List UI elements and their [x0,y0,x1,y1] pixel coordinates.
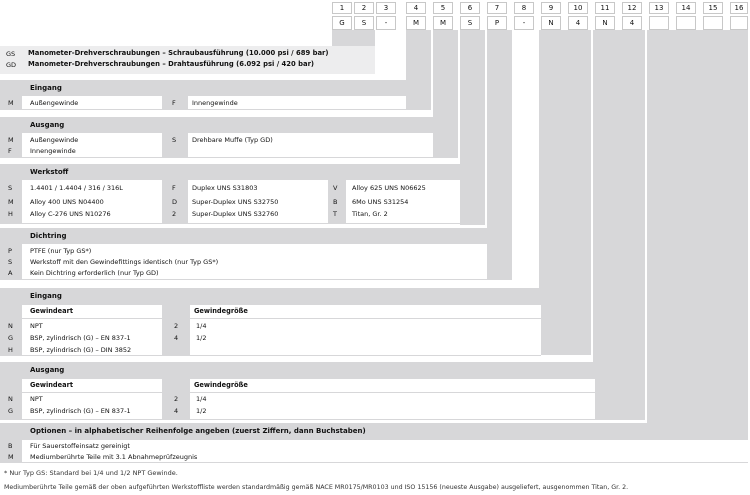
position-number-5: 5 [433,2,453,14]
section-bar-eingang-thread [0,288,566,304]
size-1-4: 1/4 [196,322,207,330]
section-title-eingang-thread: Eingang [30,292,62,300]
position-code-14 [676,16,696,30]
section-title-werkstoff: Werkstoff [30,168,69,176]
code-n: N [8,322,13,330]
option-3-1-certificate: Mediumberührte Teile mit 3.1 Abnahmeprüfzeugnis [30,453,198,461]
header-label-gs: Manometer-Drehverschraubungen – Schraubausführung (10.000 psi / 689 bar) [28,49,329,57]
label-aussengewinde: Außengewinde [30,99,79,107]
code-a: A [8,269,13,277]
code-f: F [8,147,12,155]
code-t: T [333,210,337,218]
thread-bsp-din: BSP, zylindrisch (G) – DIN 3852 [30,346,132,354]
code-s: S [8,184,13,192]
code-h: H [8,346,13,354]
seal-same-material: Werkstoff mit den Gewindefittings identisch (nur Typ GS*) [30,258,219,266]
position-code-3: - [376,16,396,30]
code-2: 2 [172,210,177,218]
position-number-13: 13 [649,2,669,14]
position-number-2: 2 [354,2,374,14]
position-code-16 [730,16,748,30]
position-number-1: 1 [332,2,352,14]
code-m: M [8,99,14,107]
section-title-dichtring: Dichtring [30,232,67,240]
position-code-15 [703,16,723,30]
thread-bsp-en: BSP, zylindrisch (G) – EN 837-1 [30,334,131,342]
code-f: F [172,99,176,107]
header-label-gd: Manometer-Drehverschraubungen – Drahtausführung (6.092 psi / 420 bar) [28,60,315,68]
subheader-gewindegroesse: Gewindegröße [194,381,248,389]
position-number-9: 9 [541,2,561,14]
material-1-4401: 1.4401 / 1.4404 / 316 / 316L [30,184,123,192]
code-h: H [8,210,13,218]
section-title-ausgang: Ausgang [30,121,65,129]
position-code-11: N [595,16,615,30]
seal-none: Kein Dichtring erforderlich (nur Typ GD) [30,269,159,277]
code-m: M [8,453,14,461]
position-number-3: 3 [376,2,396,14]
section-bar-ausgang [0,117,458,132]
option-oxygen-cleaned: Für Sauerstoffeinsatz gereinigt [30,442,130,450]
code-gd: GD [6,61,17,69]
section-bar-werkstoff [0,164,485,179]
section-title-ausgang-thread: Ausgang [30,366,65,374]
position-number-14: 14 [676,2,696,14]
size-1-2: 1/2 [196,334,207,342]
code-n: N [8,395,13,403]
footnote-nace: Mediumberührte Teile gemäß der oben aufgeführten Werkstoffliste werden standardmäßig gemäß NACE MR0175/MR0103 und ISO 15156 (neueste Ausgabe) ausgeliefert, ausgenommen Titan, Gr. 2. [4,484,629,491]
material-duplex: Duplex UNS S31803 [192,184,258,192]
footnote-typ-gs: * Nur Typ GS: Standard bei 1/4 und 1/2 NPT Gewinde. [4,469,178,477]
subheader-gewindegroesse: Gewindegröße [194,307,248,315]
code-s: S [172,136,177,144]
position-code-13 [649,16,669,30]
position-number-8: 8 [514,2,534,14]
code-b: B [8,442,13,450]
code-g: G [8,407,14,415]
section-bar-ausgang-thread [0,362,620,378]
material-titan: Titan, Gr. 2 [352,210,388,218]
code-f: F [172,184,176,192]
seal-ptfe: PTFE (nur Typ GS*) [30,247,92,255]
position-number-6: 6 [460,2,480,14]
thread-npt: NPT [30,395,43,403]
position-code-5: M [433,16,453,30]
guide-pos-13-16 [647,30,748,460]
position-code-8: - [514,16,534,30]
material-super-duplex-32750: Super-Duplex UNS S32750 [192,198,279,206]
position-code-2: S [354,16,374,30]
subheader-gewindeart: Gewindeart [30,307,73,315]
section-title-eingang: Eingang [30,84,62,92]
label-innengewinde: Innengewinde [30,147,76,155]
position-number-4: 4 [406,2,426,14]
label-innengewinde: Innengewinde [192,99,238,107]
material-6mo: 6Mo UNS S31254 [352,198,409,206]
position-code-12: 4 [622,16,642,30]
size-1-2: 1/2 [196,407,207,415]
position-number-16: 16 [730,2,748,14]
code-g: G [8,334,14,342]
position-code-10: 4 [568,16,588,30]
section-bar-dichtring [0,228,512,243]
position-code-6: S [460,16,480,30]
code-m: M [8,198,14,206]
position-number-15: 15 [703,2,723,14]
code-p: P [8,247,12,255]
position-number-7: 7 [487,2,507,14]
thread-bsp-en: BSP, zylindrisch (G) – EN 837-1 [30,407,131,415]
position-number-11: 11 [595,2,615,14]
position-code-4: M [406,16,426,30]
guide-pos-9-10 [539,30,591,355]
section-title-optionen: Optionen – in alphabetischer Reihenfolge angeben (zuerst Ziffern, dann Buchstaben) [30,427,366,435]
code-m: M [8,136,14,144]
guide-pos-5 [433,30,458,158]
code-2: 2 [174,395,179,403]
section-bar-eingang [0,80,431,95]
material-alloy-625: Alloy 625 UNS N06625 [352,184,426,192]
code-4: 4 [174,334,179,342]
position-code-9: N [541,16,561,30]
material-alloy-400: Alloy 400 UNS N04400 [30,198,104,206]
guide-pos-4 [406,30,431,110]
label-drehbare-muffe: Drehbare Muffe (Typ GD) [192,136,273,144]
thread-npt: NPT [30,322,43,330]
position-code-7: P [487,16,507,30]
material-alloy-c276: Alloy C-276 UNS N10276 [30,210,111,218]
code-b: B [333,198,338,206]
position-code-1: G [332,16,352,30]
position-number-12: 12 [622,2,642,14]
code-2: 2 [174,322,179,330]
code-d: D [172,198,178,206]
code-gs: GS [6,50,16,58]
subheader-gewindeart: Gewindeart [30,381,73,389]
size-1-4: 1/4 [196,395,207,403]
guide-pos-6 [460,30,485,225]
material-super-duplex-32760: Super-Duplex UNS S32760 [192,210,279,218]
code-v: V [333,184,338,192]
position-header [332,2,748,32]
code-4: 4 [174,407,179,415]
label-aussengewinde: Außengewinde [30,136,79,144]
code-s: S [8,258,13,266]
position-number-10: 10 [568,2,588,14]
